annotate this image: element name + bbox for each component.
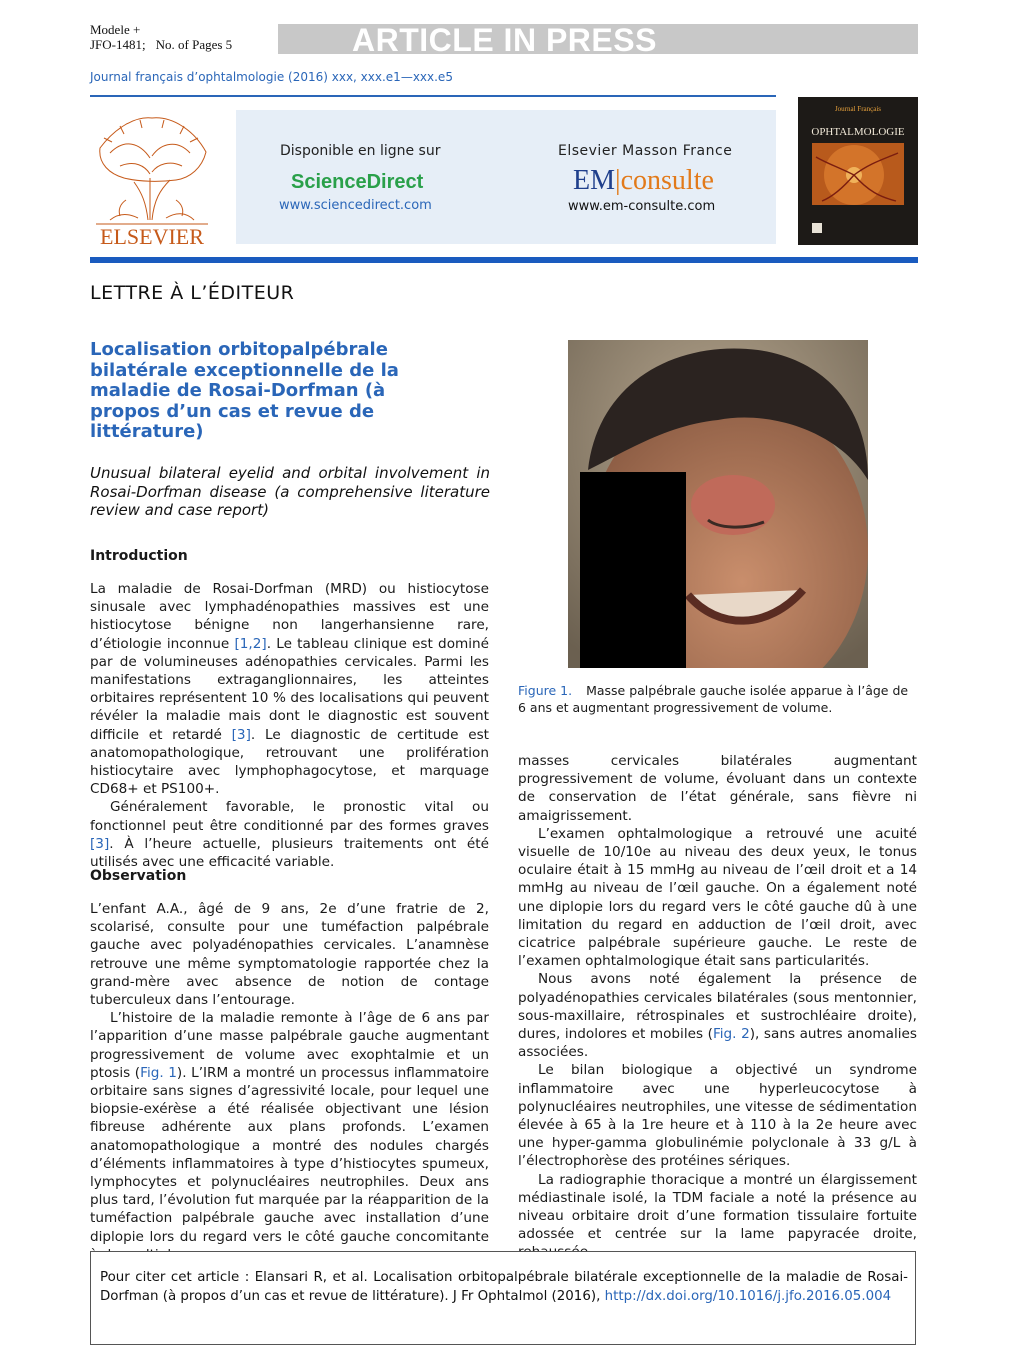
intro-text: Généralement favorable, le pronostic vital ou fonctionnel peut être conditionné par des formes graves [90,799,489,834]
emconsulte-logo-rest: consulte [620,165,714,196]
citation-body: Pour citer cet article : Elansari R, et al. Localisation orbitopalpébrale bilatérale exceptionnelle de la maladie de Rosai-Dorfman (à propos d’un cas et revue de littérature). J Fr Ophtalmol (2016), [100,1270,908,1304]
elsevier-wordmark: ELSEVIER [100,224,204,248]
observation-text: ). L’IRM a montré un processus inflammatoire orbitaire sans signes d’agressivité locale, pour lequel une biopsie-exérèse a été réalisée objectivant une lésion fibreuse adhérente aux plans profonds. L’examen anatomopathologique a montré des nodules chargés d’éléments inflammatoires à type d’histiocytes spumeux, lymphocytes et polynucléaires neutrophiles. Deux ans plus tard, l’évolution fut marquée par la réapparition de la tuméfaction palpébrale gauche avec installation d’une diplopie lors du regard vers le côté gauche concomitante [90,1064,489,1245]
right-paragraph-2: L’examen ophtalmologique a retrouvé une acuité visuelle de 10/10e au niveau des deux yeux, le tonus oculaire était à 15 mmHg au niveau de l’œil droit et a 14 mmHg au niveau de l’œil gauche. On a également noté une diplopie lors du regard vers le côté gauche dû à une limitation du regard en adduction de l’œil droit, avec cicatrice palpébrale supérieure gauche. Le reste de l’examen ophtalmologique était sans particularités. [518,825,917,970]
cover-art [798,97,918,245]
observation-paragraph-2 [90,1009,489,1264]
model-label: Modele + [90,22,141,37]
cover-small-title: Journal Français [834,105,882,113]
introduction-body [90,580,489,871]
page-count: No. of Pages 5 [155,37,233,52]
figure-link[interactable]: Fig. 2 [712,1026,750,1043]
right-paragraph-5: La radiographie thoracique a montré un élargissement médiastinale isolé, la TDM faciale a noté la présence au niveau orbitaire droit d’une formation tissulaire fortuite adossée et centrée sur la lame papyracée droite, [518,1171,917,1243]
figure-label: Figure 1. [518,683,573,698]
figure-caption [518,682,918,716]
observation-paragraph-1: L’enfant A.A., âgé de 9 ans, 2e d’une fratrie de 2, scolarisé, consulte pour une tuméfaction palpébrale gauche avec polyadénopathies cervicales. L’anamnèse retrouve une même symptomatologie rapportée chez la grand-mère avec absence de notion de contage tuberculeux dans l’entourage. [90,901,489,1009]
sciencedirect-logo[interactable]: ScienceDirect [291,171,424,193]
observation-body [90,900,489,1264]
patient-photo-art [568,340,868,668]
right-text: Nous avons noté également la présence de polyadénopathies cervicales bilatérales (sous mentonnier, sous-maxillaire, rétrospinales et sustrochléaire droite), dures, indolores et mobiles ( [518,971,917,1043]
available-online-label: Disponible en ligne sur [280,143,441,159]
right-paragraph-3 [518,970,917,1061]
emconsulte-logo-em: EM [573,165,615,196]
right-paragraph-4: Le bilan biologique a objectivé un syndrome inflammatoire avec une hyperleucocytose à polynucléaires neutrophiles, une vitesse de sédimentation élevée à 65 à la 1re heure et à 110 à la 2e heure avec une hyper-gamma globulinémie polyclonale à 33 g/L à l’électrophorèse des protéines sériques. [518,1062,917,1170]
patient-photo [568,340,868,668]
intro-paragraph-2 [90,798,489,871]
article-meta [90,22,242,52]
doi-link[interactable]: http://dx.doi.org/10.1016/j.jfo.2016.05.004 [604,1289,892,1304]
sciencedirect-link[interactable]: www.sciencedirect.com [279,198,432,213]
introduction-heading: Introduction [90,548,188,564]
reference-link[interactable]: [3] [90,835,110,852]
right-column-body [518,752,917,1262]
figure-link[interactable]: Fig. 1 [140,1064,177,1081]
right-text: ), sans autres anomalies associées. [518,1026,918,1061]
observation-heading: Observation [90,868,187,884]
cover-big-title: OPHTALMOLOGIE [811,126,905,138]
article-ref: JFO-1481; [90,37,146,52]
intro-paragraph-1 [90,580,489,798]
intro-text: La maladie de Rosai-Dorfman (MRD) ou histiocytose sinusale avec lymphadénopathies massives est une histiocytose bénigne non langerhansienne rare, d’étiologie inconnue [90,581,489,652]
emconsulte-link[interactable]: www.em-consulte.com [568,199,716,214]
right-paragraph-1: masses cervicales bilatérales augmentant progressivement de volume, évoluant dans un contexte de conservation de l’état générale, sans fièvre ni amaigrissement. [518,753,917,824]
header-rule [90,95,776,97]
section-label: LETTRE À L’ÉDITEUR [90,282,295,304]
reference-link[interactable]: [1,2] [234,635,267,652]
citation-text [100,1268,908,1306]
intro-text: . À l’heure actuelle, plusieurs traitements ont été utilisés avec une efficacité variable. [90,835,489,871]
article-title-fr: Localisation orbitopalpébrale bilatérale exceptionnelle de la maladie de Rosai-Dorfman (à propos d’un cas et revue de littérature) [90,339,399,442]
intro-text: . Le diagnostic de certitude est anatomopathologique, retrouvant une prolifération histiocytaire avec lymphophagocytose, et marquage CD68+ et PS100+. [90,726,489,798]
intro-text: . Le tableau clinique est dominé par de volumineuses adénopathies cervicales. Parmi les manifestations extraganglionnaires, les atteintes orbitaires représentent 10 % des localisations qui peuvent révéler la maladie mais dont le diagnostic est souvent difficile et retardé [90,635,490,743]
journal-citation-line[interactable]: Journal français d’ophtalmologie (2016) xxx, xxx.e1—xxx.e5 [90,70,453,84]
figure-caption-text: Masse palpébrale gauche isolée apparue à l’âge de 6 ans et augmentant progressivement de volume. [518,683,909,715]
publisher-label: Elsevier Masson France [558,143,733,159]
reference-link[interactable]: [3] [231,726,251,743]
emconsulte-logo[interactable]: EM|consulte [573,165,714,196]
article-status: ARTICLE IN PRESS [352,22,657,58]
observation-text: L’histoire de la maladie remonte à l’âge de 6 ans par l’apparition d’une masse palpébrale gauche augmentant progressivement de volume avec exophtalmie et un ptosis ( [90,1010,489,1081]
elsevier-tree-logo [90,108,214,248]
header-thick-rule [90,257,918,263]
article-title-en: Unusual bilateral eyelid and orbital involvement in Rosai-Dorfman disease (a comprehensive literature review and case report) [90,464,490,519]
journal-cover [798,97,918,245]
